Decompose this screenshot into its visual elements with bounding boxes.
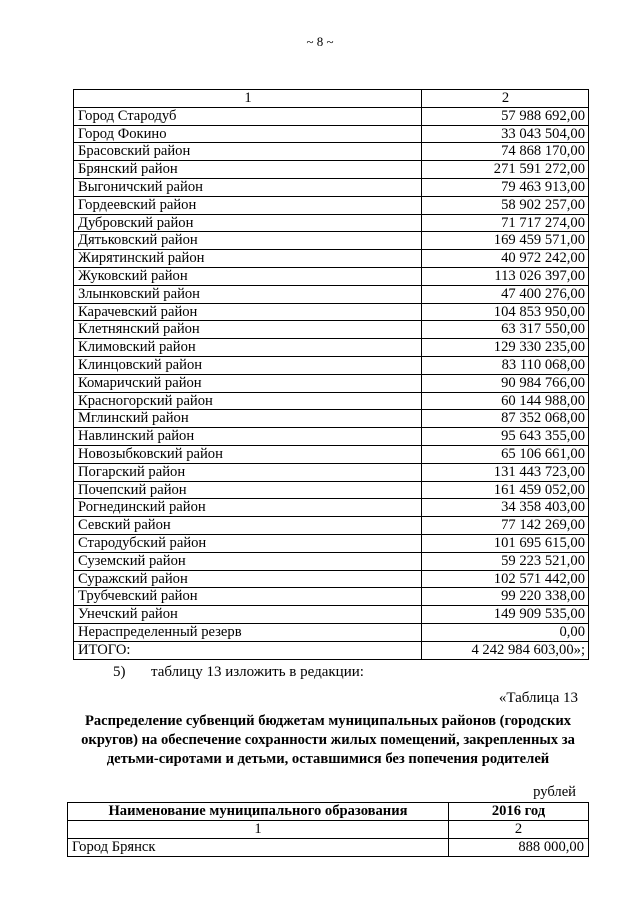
municipality-name: Город Стародуб (74, 107, 422, 125)
subsidy-amount: 58 902 257,00 (422, 196, 589, 214)
municipality-name: Гордеевский район (74, 196, 422, 214)
subsidy-amount: 102 571 442,00 (422, 570, 589, 588)
municipality-name: Севский район (74, 517, 422, 535)
table-row (74, 410, 589, 428)
table-row (74, 463, 589, 481)
municipality-name: Комаричский район (74, 374, 422, 392)
subsidy-distribution-table (73, 89, 589, 660)
subsidy-amount: 131 443 723,00 (422, 463, 589, 481)
table-13-column-numbers (68, 821, 589, 839)
municipality-name: Стародубский район (74, 534, 422, 552)
subsidy-amount: 0,00 (422, 623, 589, 641)
column-header-municipality: Наименование муниципального образования (68, 803, 449, 821)
table-row (74, 428, 589, 446)
table-row (68, 839, 589, 857)
column-number-1: 1 (68, 821, 449, 839)
subsidy-amount: 101 695 615,00 (422, 534, 589, 552)
municipality-name: Город Брянск (68, 839, 449, 857)
page-number: ~ 8 ~ (306, 34, 334, 49)
municipality-name: Нераспределенный резерв (74, 623, 422, 641)
subsidy-amount: 63 317 550,00 (422, 321, 589, 339)
table-row (74, 570, 589, 588)
table-row (74, 392, 589, 410)
municipality-name: Навлинский район (74, 428, 422, 446)
table-row (74, 641, 589, 659)
column-number-1: 1 (74, 90, 422, 108)
municipality-name: Клетнянский район (74, 321, 422, 339)
subsidy-amount: 34 358 403,00 (422, 499, 589, 517)
subsidy-amount: 129 330 235,00 (422, 339, 589, 357)
table-row (74, 623, 589, 641)
table-row (74, 499, 589, 517)
table-row (74, 250, 589, 268)
municipality-name: Суражский район (74, 570, 422, 588)
table-row (74, 303, 589, 321)
column-number-2: 2 (422, 90, 589, 108)
municipality-name: ИТОГО: (74, 641, 422, 659)
table-13 (67, 802, 589, 857)
table-13-title: Распределение субвенций бюджетам муниципальных районов (городских округов) на обеспечение сохранности жилых помещений, закрепленных за детьми-сиротами и детьми, оставшимися без попечения родителей (81, 713, 575, 767)
subsidy-amount: 79 463 913,00 (422, 178, 589, 196)
table-row (74, 374, 589, 392)
table-row (74, 445, 589, 463)
municipality-name: Дятьковский район (74, 232, 422, 250)
table-column-numbers (74, 90, 589, 108)
table-row (74, 143, 589, 161)
item-5-number: 5) (113, 664, 126, 680)
table-row (74, 161, 589, 179)
municipality-name: Мглинский район (74, 410, 422, 428)
subsidy-amount: 95 643 355,00 (422, 428, 589, 446)
subsidy-amount: 40 972 242,00 (422, 250, 589, 268)
subsidy-amount: 149 909 535,00 (422, 606, 589, 624)
table-row (74, 107, 589, 125)
table-row (74, 588, 589, 606)
unit-label: рублей (533, 784, 576, 800)
municipality-name: Город Фокино (74, 125, 422, 143)
table-row (74, 267, 589, 285)
table-row (74, 214, 589, 232)
municipality-name: Жирятинский район (74, 250, 422, 268)
column-number-2: 2 (449, 821, 589, 839)
municipality-name: Климовский район (74, 339, 422, 357)
municipality-name: Рогнединский район (74, 499, 422, 517)
table-row (74, 178, 589, 196)
table-row (74, 606, 589, 624)
table-13-label: «Таблица 13 (498, 690, 578, 706)
subsidy-amount: 888 000,00 (449, 839, 589, 857)
subsidy-amount: 4 242 984 603,00»; (422, 641, 589, 659)
table-row (74, 552, 589, 570)
subsidy-amount: 271 591 272,00 (422, 161, 589, 179)
table-row (74, 285, 589, 303)
subsidy-amount: 71 717 274,00 (422, 214, 589, 232)
subsidy-amount: 77 142 269,00 (422, 517, 589, 535)
municipality-name: Суземский район (74, 552, 422, 570)
subsidy-amount: 87 352 068,00 (422, 410, 589, 428)
subsidy-amount: 113 026 397,00 (422, 267, 589, 285)
subsidy-amount: 57 988 692,00 (422, 107, 589, 125)
table-row (74, 125, 589, 143)
subsidy-amount: 83 110 068,00 (422, 356, 589, 374)
subsidy-amount: 74 868 170,00 (422, 143, 589, 161)
municipality-name: Клинцовский район (74, 356, 422, 374)
municipality-name: Злынковский район (74, 285, 422, 303)
municipality-name: Выгоничский район (74, 178, 422, 196)
table-13-header-row (68, 803, 589, 821)
municipality-name: Погарский район (74, 463, 422, 481)
table-row (74, 232, 589, 250)
subsidy-amount: 65 106 661,00 (422, 445, 589, 463)
subsidy-amount: 59 223 521,00 (422, 552, 589, 570)
column-header-year: 2016 год (449, 803, 589, 821)
table-row (74, 517, 589, 535)
table-row (74, 481, 589, 499)
municipality-name: Жуковский район (74, 267, 422, 285)
municipality-name: Почепский район (74, 481, 422, 499)
municipality-name: Брасовский район (74, 143, 422, 161)
municipality-name: Дубровский район (74, 214, 422, 232)
municipality-name: Унечский район (74, 606, 422, 624)
subsidy-amount: 169 459 571,00 (422, 232, 589, 250)
subsidy-amount: 104 853 950,00 (422, 303, 589, 321)
municipality-name: Брянский район (74, 161, 422, 179)
municipality-name: Красногорский район (74, 392, 422, 410)
subsidy-amount: 99 220 338,00 (422, 588, 589, 606)
municipality-name: Трубчевский район (74, 588, 422, 606)
subsidy-amount: 161 459 052,00 (422, 481, 589, 499)
item-5 (113, 664, 364, 681)
subsidy-amount: 90 984 766,00 (422, 374, 589, 392)
subsidy-amount: 47 400 276,00 (422, 285, 589, 303)
subsidy-amount: 60 144 988,00 (422, 392, 589, 410)
municipality-name: Карачевский район (74, 303, 422, 321)
municipality-name: Новозыбковский район (74, 445, 422, 463)
table-row (74, 534, 589, 552)
table-row (74, 321, 589, 339)
item-5-text: таблицу 13 изложить в редакции: (151, 664, 364, 680)
table-row (74, 356, 589, 374)
table-row (74, 196, 589, 214)
table-row (74, 339, 589, 357)
subsidy-amount: 33 043 504,00 (422, 125, 589, 143)
